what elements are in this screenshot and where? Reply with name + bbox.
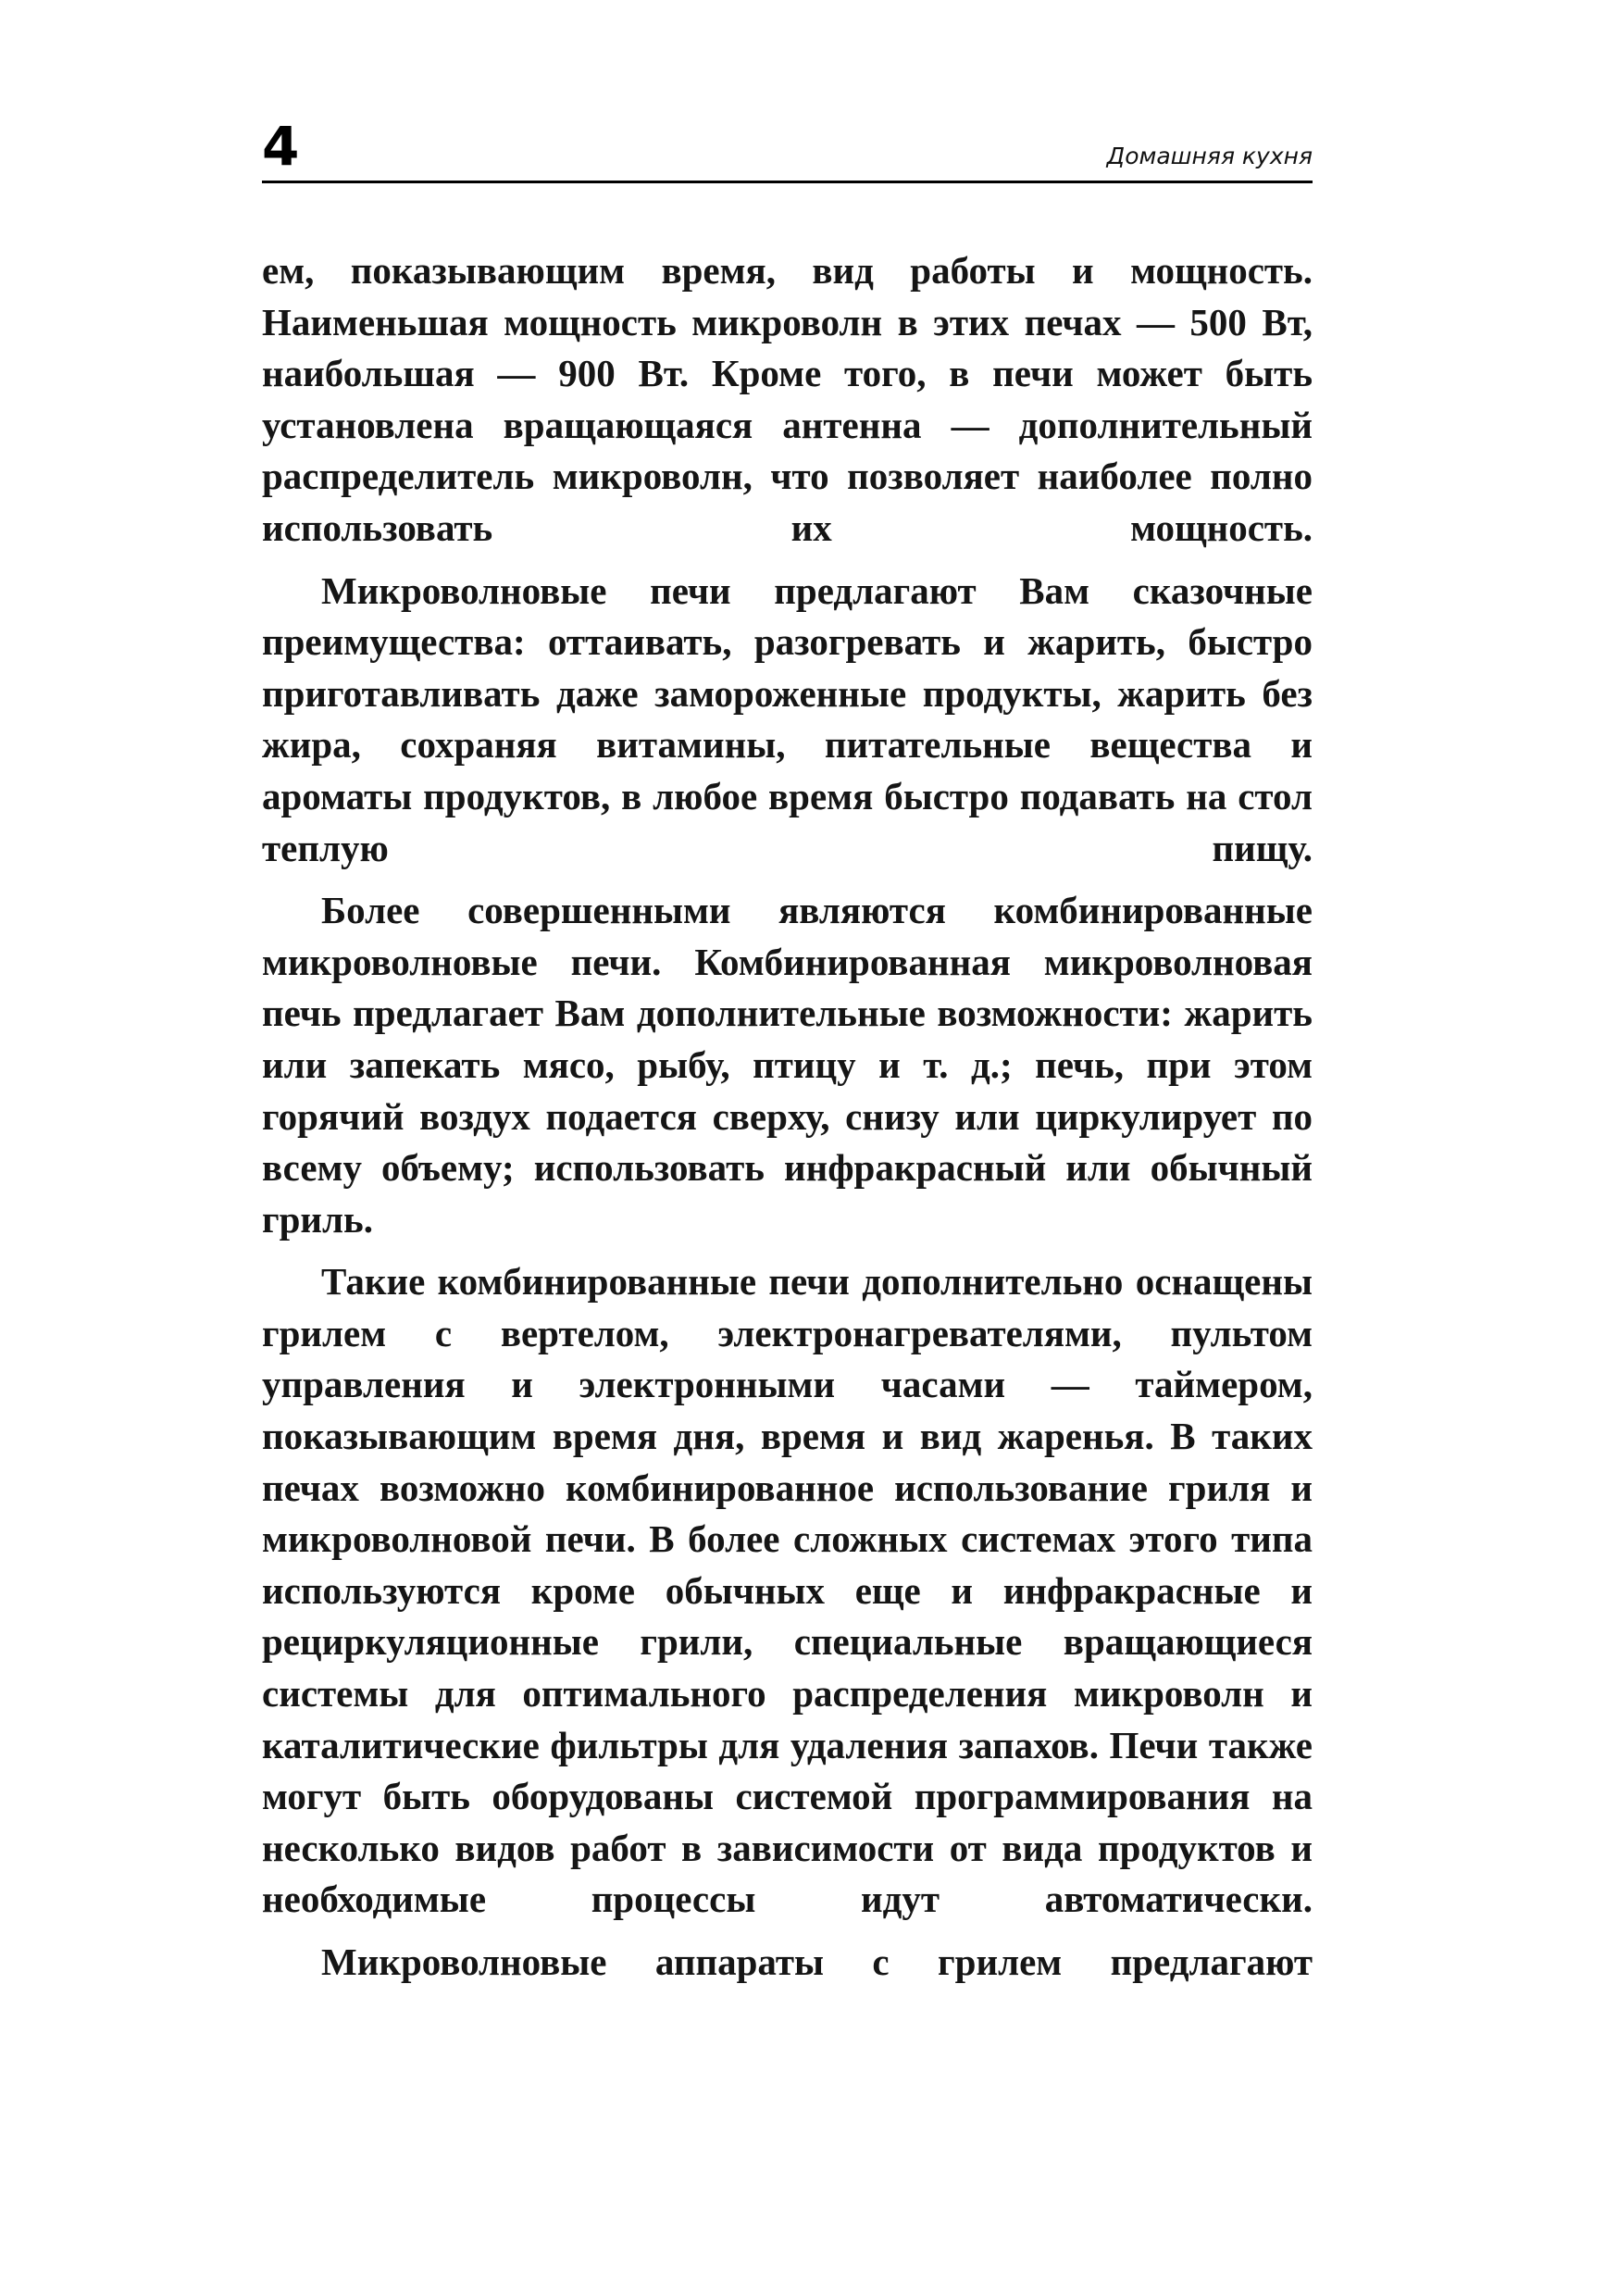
page-header <box>262 115 1313 185</box>
paragraph: Микроволновые аппараты с грилем предлагают <box>321 1940 1313 1983</box>
paragraph: Микроволновые печи предлагают Вам сказочные преимущества: оттаивать, разогревать и жарить, быстро приготавливать даже замороженные продукты, жарить без жира, сохраняя витамины, питательные вещества и ароматы продуктов, в любое время быстро подавать на стол теплую пищу. <box>262 568 1313 869</box>
paragraph: Такие комбинированные печи дополнительно оснащены грилем с вертелом, электронагревателями, пультом управления и электронными часами — таймером, показывающим время дня, время и вид жаренья. В таких печах возможно комбинированное использование гриля и микроволновой печи. В более сложных системах этого типа используются кроме обычных еще и инфракрасные и рециркуляционные грили, специальные вращающиеся системы для оптимального распределения микроволн и каталитические фильтры для удаления запахов. Печи также могут быть оборудованы системой программирования на несколько видов работ в зависимости от вида продуктов и необходимые процессы идут автоматически. <box>262 1260 1313 1921</box>
paragraph: ем, показывающим время, вид работы и мощность. Наименьшая мощность микроволн в этих печах — 500 Вт, наибольшая — 900 Вт. Кроме того, в печи может быть установлена вращающаяся антенна — дополнительный распределитель микроволн, что позволяет наиболее полно использовать их мощность. <box>262 249 1313 549</box>
page-number: 4 <box>262 115 300 178</box>
paragraph: Более совершенными являются комбинированные микроволновые печи. Комбинированная микроволновая печь предлагает Вам дополнительные возможности: жарить или запекать мясо, рыбу, птицу и т. д.; печь, при этом горячий воздух подается сверху, снизу или циркулирует по всему объему; использовать инфракрасный или обычный гриль. <box>262 889 1313 1241</box>
body-text <box>262 245 1313 1989</box>
running-head: Домашняя кухня <box>1106 143 1313 169</box>
header-rule <box>262 181 1313 183</box>
